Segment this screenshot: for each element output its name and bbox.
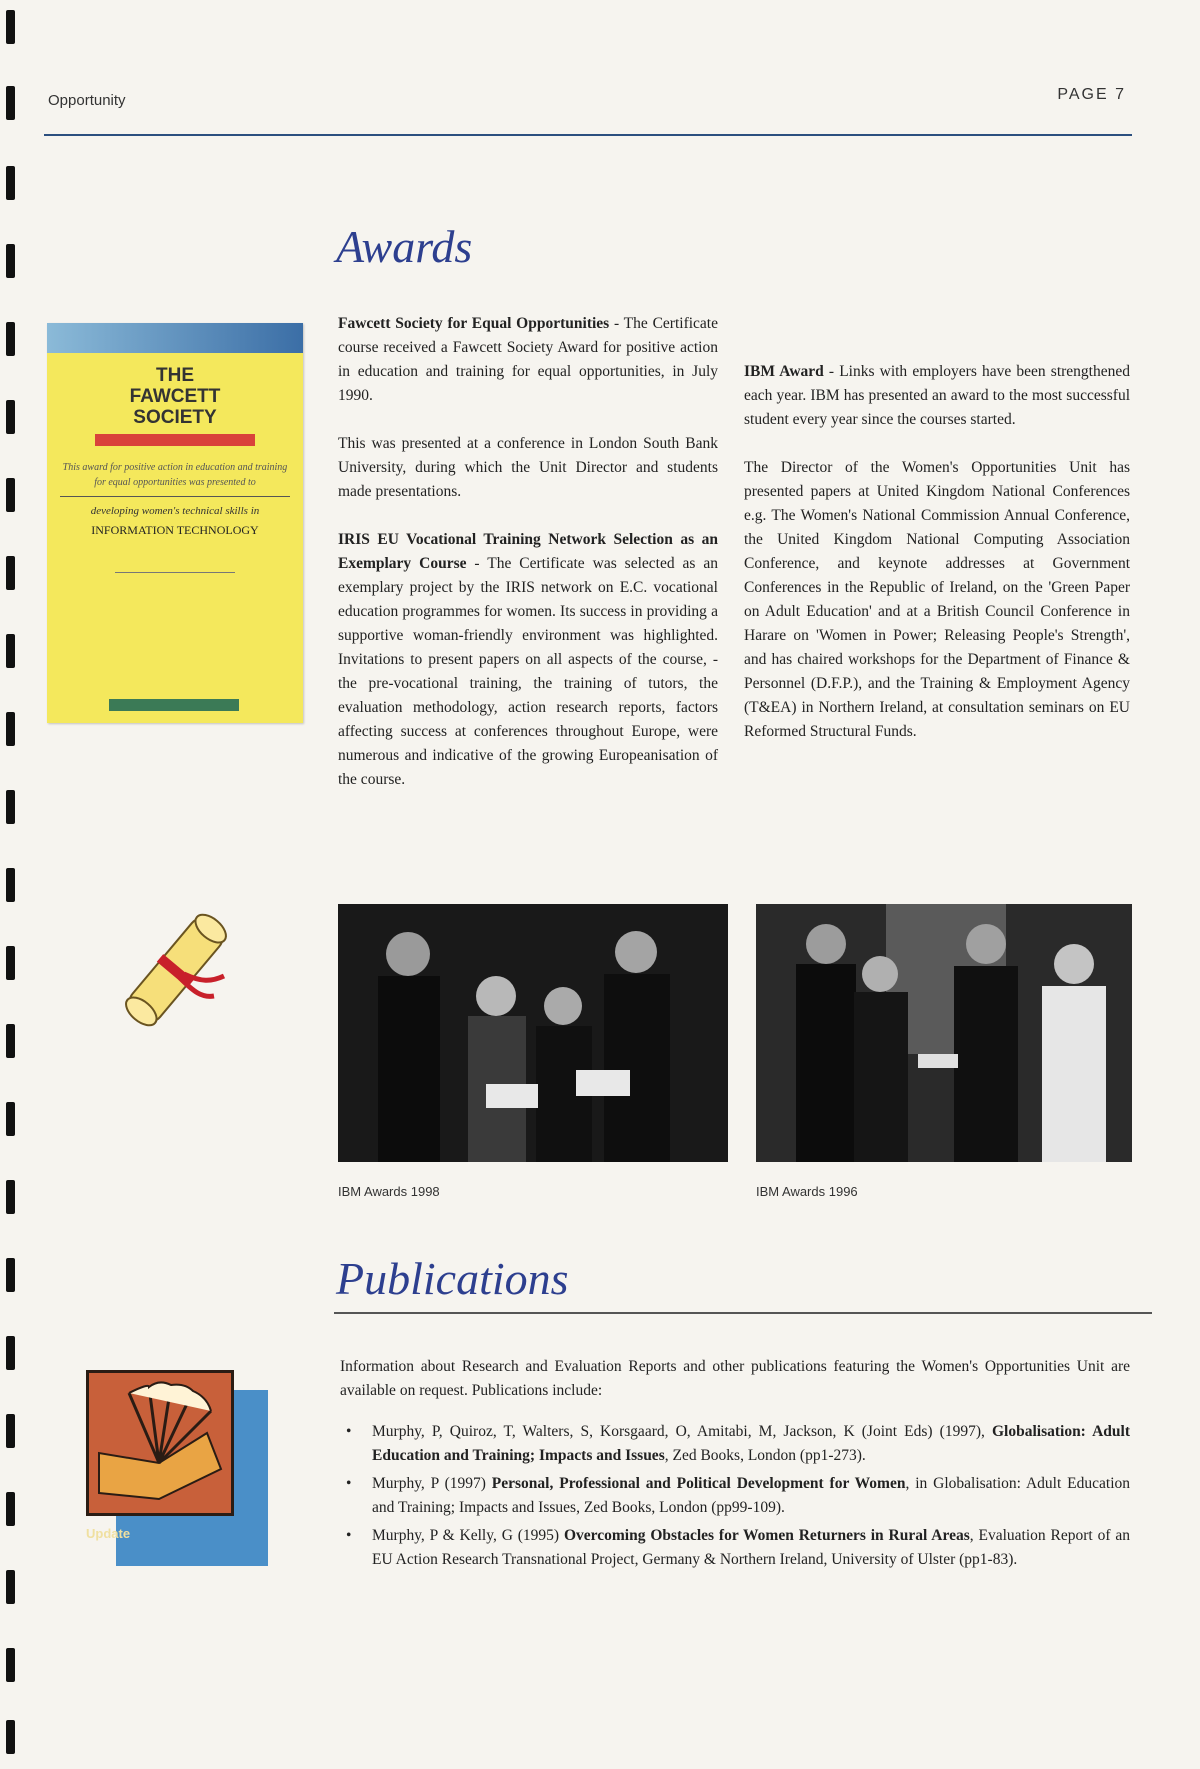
running-header-title: Opportunity (48, 92, 126, 109)
publications-divider (334, 1312, 1152, 1314)
spiral-binding (0, 0, 22, 1769)
iris-heading: IRIS EU Vocational Training Network Selection as an Exemplary Course (338, 531, 718, 572)
director-paragraph: The Director of the Women's Opportunities Unit has presented papers at United Kingdom National Conferences e.g. The Women's National Commission Annual Conference, the United Kingdom National Computing Association Conference, and keynote addresses at Government Conferences in the Republic of Ireland, on the 'Green Paper on Adult Education' and at a British Council Conference in Harare on 'Women in Power; Releasing People's Strength', and has chaired workshops for the Department of Finance & Personnel (D.F.P.), and the Training & Employment Agency (T&EA) in Northern Ireland, at consultation seminars on EU Reformed Structural Funds. (744, 459, 1130, 740)
publication-item: • Murphy, P (1997) Personal, Professional and Political Development for Women, in Globalisation: Adult Education and Training; Impacts and Issues, Zed Books, London (pp99-109). (340, 1472, 1130, 1520)
ibm-awards-1996-photo (756, 904, 1132, 1162)
update-book-image (86, 1370, 268, 1566)
fawcett-heading: Fawcett Society for Equal Opportunities (338, 315, 610, 332)
publication-item: • Murphy, P, Quiroz, T, Walters, S, Korsgaard, O, Amitabi, M, Jackson, K (Joint Eds) (1997), Globalisation: Adult Education and Training; Impacts and Issues, Zed Books, London (pp1-273). (340, 1420, 1130, 1468)
awards-heading: Awards (336, 221, 473, 272)
iris-paragraph: IRIS EU Vocational Training Network Selection as an Exemplary Course - The Certificate was selected as an exemplary project by the IRIS network on E.C. vocational education programmes for women. Its success in providing a supportive woman-friendly environment was highlighted. Invitations to present papers on all aspects of the course, - the pre-vocational training, the training of tutors, the evaluation methodology, action research reports, factors affecting success at conferences throughout Europe, were numerous and indicative of the growing Europeanisation of the course. (338, 531, 718, 788)
open-book-icon (89, 1373, 231, 1513)
certificate-title: THE FAWCETT SOCIETY (129, 365, 221, 428)
awards-column-right (744, 312, 1130, 768)
diploma-scroll-icon (106, 890, 246, 1050)
certificate-it: INFORMATION TECHNOLOGY (91, 523, 259, 537)
fawcett-paragraph: Fawcett Society for Equal Opportunities - The Certificate course received a Fawcett Society Award for positive action in education and training for equal opportunities, in July 1990. (338, 315, 718, 404)
ibm-paragraph: IBM Award - Links with employers have been strengthened each year. IBM has presented an award to the most successful student every year since the courses started. (744, 363, 1130, 428)
book-label: Update (86, 1526, 131, 1541)
publication-item: • Murphy, P & Kelly, G (1995) Overcoming Obstacles for Women Returners in Rural Areas, Evaluation Report of an EU Action Research Transnational Project, Germany & Northern Ireland, University of Ulster (pp1-83). (340, 1524, 1130, 1572)
photo-caption-1996: IBM Awards 1996 (756, 1184, 858, 1199)
publications-list (340, 1420, 1130, 1576)
publications-intro: Information about Research and Evaluation Reports and other publications featuring the Women's Opportunities Unit are available on request. Publications include: (340, 1358, 1130, 1399)
photo-caption-1998: IBM Awards 1998 (338, 1184, 440, 1199)
fawcett-certificate-image (47, 323, 303, 723)
certificate-text: This award for positive action in education and training for equal opportunities was presented to (62, 462, 288, 488)
publications-heading: Publications (336, 1253, 569, 1304)
ibm-heading: IBM Award (744, 363, 824, 380)
certificate-italic: developing women's technical skills in (90, 505, 260, 517)
header-divider (44, 134, 1132, 136)
page-number: PAGE 7 (1057, 86, 1126, 103)
awards-column-left (338, 312, 718, 816)
ibm-awards-1998-photo (338, 904, 728, 1162)
fawcett-paragraph-2: This was presented at a conference in London South Bank University, during which the Unit Director and students made presentations. (338, 435, 718, 500)
